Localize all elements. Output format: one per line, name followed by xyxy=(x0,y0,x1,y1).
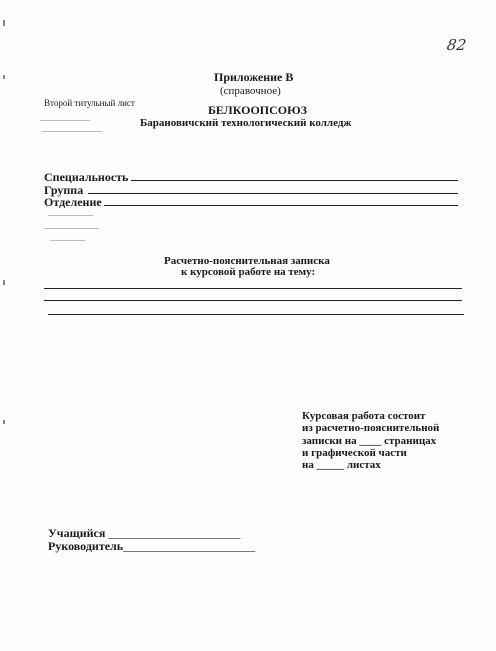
note-subtitle: к курсовой работе на тему: xyxy=(181,266,316,278)
scan-artifact xyxy=(44,228,99,229)
supervisor-line: ______________________ xyxy=(123,539,256,553)
supervisor-label: Руководитель xyxy=(48,539,124,553)
scan-artifact xyxy=(50,240,85,241)
college-name: Барановичский технологический колледж xyxy=(140,117,352,129)
summary-pages-suffix: страницах xyxy=(384,435,437,447)
student-label: Учащийся xyxy=(48,526,106,540)
organization-name: БЕЛКООПСОЮЗ xyxy=(208,103,307,117)
summary-line-4: и графической части xyxy=(302,447,407,459)
summary-pages-blank: ____ xyxy=(359,435,382,447)
summary-pages-prefix: записки на xyxy=(302,435,357,447)
scan-artifact xyxy=(42,131,102,132)
scan-artifact xyxy=(48,215,93,216)
supervisor-signature xyxy=(48,539,255,554)
department-line xyxy=(104,205,458,206)
specialty-line xyxy=(131,180,458,181)
scan-artifact xyxy=(3,75,5,79)
summary-sheets-prefix: на xyxy=(302,459,314,471)
summary-sheets-blank: _____ xyxy=(316,459,345,471)
summary-sheets-suffix: листах xyxy=(346,459,381,471)
appendix-subtitle: (справочное) xyxy=(220,85,281,97)
group-line xyxy=(88,193,458,194)
scan-artifact xyxy=(40,120,90,121)
group-label: Группа xyxy=(44,183,84,197)
summary-line-3 xyxy=(302,435,436,447)
note-title: Расчетно-пояснительная записка xyxy=(164,255,330,267)
appendix-title: Приложение В xyxy=(214,70,294,84)
department-label: Отделение xyxy=(44,195,102,209)
scan-artifact xyxy=(3,20,5,26)
summary-line-5 xyxy=(302,459,381,471)
specialty-label: Специальность xyxy=(44,170,129,184)
topic-line-2 xyxy=(44,300,462,301)
scan-artifact xyxy=(3,420,5,424)
summary-line-2: из расчетно-пояснительной xyxy=(302,422,440,434)
summary-line-1: Курсовая работа состоит xyxy=(302,410,426,422)
scan-artifact xyxy=(3,280,5,285)
topic-line-1 xyxy=(44,288,462,289)
student-line: ______________________ xyxy=(108,526,241,540)
page-number: 82 xyxy=(445,36,468,54)
topic-line-3 xyxy=(48,314,464,315)
sheet-label: Второй титульный лист xyxy=(44,98,135,108)
